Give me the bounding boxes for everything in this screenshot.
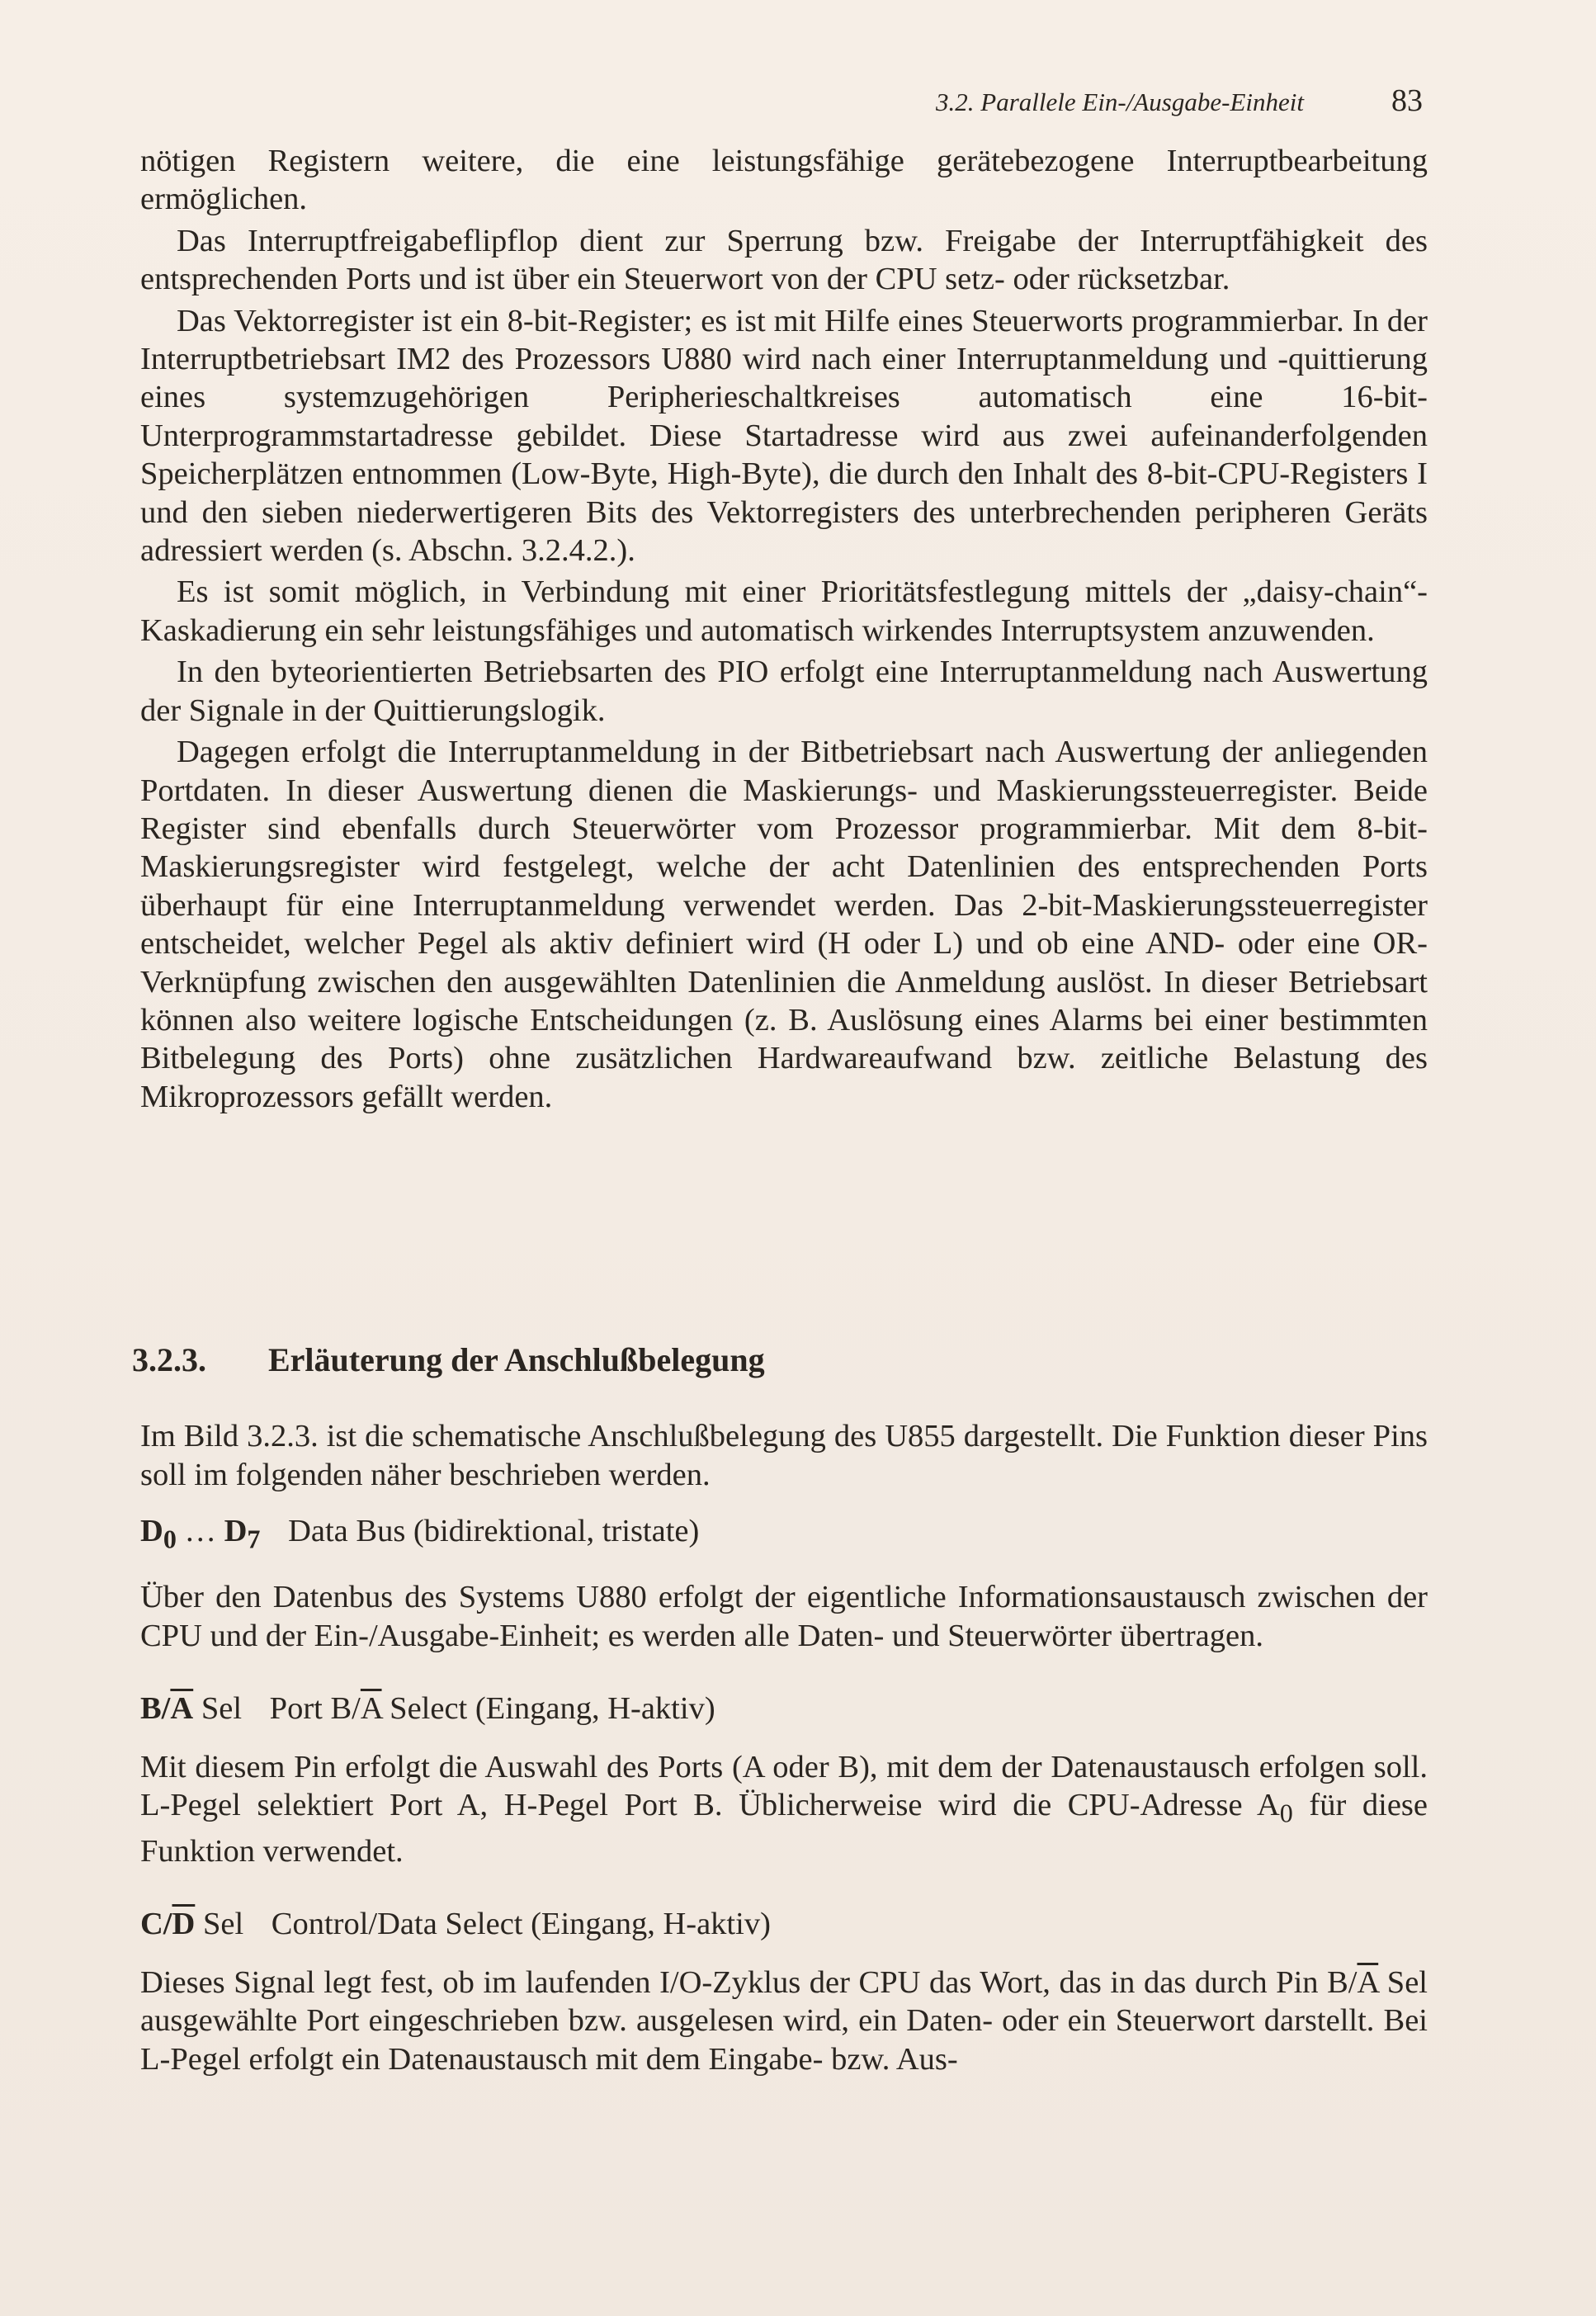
pin-d-desc: Data Bus (bidirektional, tristate)	[288, 1514, 700, 1549]
pin-ba-desc-suffix: Select (Eingang, H-aktiv)	[381, 1691, 715, 1727]
pin-d-letter-2: D	[224, 1514, 248, 1549]
section-3-2-3	[132, 1341, 1428, 2078]
section-number: 3.2.3.	[132, 1341, 206, 1378]
pin-d-letter: D	[140, 1514, 163, 1549]
pin-cd-sel: Sel	[195, 1907, 244, 1942]
pin-ba-text-sub: 0	[1279, 1798, 1293, 1828]
pin-ba-sel: Sel	[193, 1691, 243, 1727]
paragraph: Dagegen erfolgt die Interruptanmeldung in der Bitbetriebsart nach Auswertung der anliegenden Portdaten. In dieser Auswertung dienen die Maskierungs- und Maskierungssteuerregister. Beide Register sind ebenfalls durch Steuerwörter vom Prozessor programmierbar. Mit dem 8-bit-Maskierungsregister wird festgelegt, welche der acht Datenlinien des entsprechenden Ports überhaupt für eine Interruptanmeldung verwendet werden. Das 2-bit-Maskierungssteuerregister entscheidet, welcher Pegel als aktiv definiert wird (H oder L) und ob eine AND- oder eine OR-Verknüpfung zwischen den ausgewählten Datenlinien die Anmeldung auslöst. In dieser Betriebsart können also weitere logische Entscheidungen (z. B. Auslösung eines Alarms bei einer bestimmten Bitbelegung des Ports) ohne zusätzlichen Hardwareaufwand bzw. zeitliche Belastung des Mikroprozessors gefällt werden.	[140, 735, 1428, 1114]
pin-ba-text-1: Mit diesem Pin erfolgt die Auswahl des Ports (A oder B), mit dem der Datenaustausch erfolgen soll. L-Pegel selektiert Port A, H-Pegel Port B. Üblicherweise wird die CPU-Adresse A	[140, 1749, 1428, 1822]
pin-ba-desc-prefix: Port B/	[269, 1691, 361, 1727]
pin-cd-text-2: Sel ausgewählte Port eingeschrieben bzw. ausgelesen wird, ein Daten- oder ein Steuerwort darstellt. Bei L-Pegel erfolgt ein Datenaustausch mit dem Eingabe- bzw. Aus-	[140, 1964, 1428, 2077]
pin-ba-desc	[270, 1691, 715, 1726]
pin-ba-a: $\overline{A}$	[170, 1691, 194, 1727]
paragraph: nötigen Registern weitere, die eine leistungsfähige gerätebezogene Interruptbearbeitung ermöglichen.	[140, 144, 1428, 217]
pin-ba-line	[132, 1690, 1428, 1728]
page-number: 83	[1391, 83, 1423, 118]
pin-cd-text-a: $\overline{A}$	[1357, 1964, 1379, 2000]
paragraph: Das Interruptfreigabeflipflop dient zur Sperrung bzw. Freigabe der Interruptfähigkeit des entsprechenden Ports und ist über ein Steuerwort von der CPU setz- oder rücksetzbar.	[140, 223, 1428, 297]
section-heading	[132, 1341, 1428, 1379]
pin-d-line	[132, 1512, 1428, 1558]
running-title: 3.2. Parallele Ein-/Ausgabe-Einheit	[936, 87, 1304, 116]
pin-cd-line	[132, 1905, 1428, 1943]
pin-cd-c: C/	[140, 1907, 172, 1942]
pin-d-text: Über den Datenbus des Systems U880 erfolgt der eigentliche Informationsaustausch zwischen der CPU und der Ein-/Ausgabe-Einheit; es werden alle Daten- und Steuerwörter übertragen.	[140, 1580, 1428, 1653]
body-text	[140, 142, 1428, 1119]
pin-cd-desc: Control/Data Select (Eingang, H-aktiv)	[271, 1907, 771, 1942]
pin-d-sub0: 0	[163, 1524, 177, 1554]
pin-cd-text	[132, 1964, 1428, 2078]
section-title: Erläuterung der Anschlußbelegung	[268, 1341, 765, 1378]
pin-cd-d: $\overline{D}$	[172, 1907, 196, 1942]
pin-d-name	[140, 1512, 260, 1558]
section-intro: Im Bild 3.2.3. ist die schematische Anschlußbelegung des U855 dargestellt. Die Funktion dieser Pins soll im folgenden näher beschrieben werden.	[140, 1419, 1428, 1492]
pin-ba-text	[132, 1748, 1428, 1871]
paragraph: Das Vektorregister ist ein 8-bit-Register; es ist mit Hilfe eines Steuerworts programmierbar. In der Interruptbetriebsart IM2 des Prozessors U880 wird nach einer Interruptanmeldung und -quittierung eines systemzugehörigen Peripherieschaltkreises automatisch eine 16-bit-Unterprogrammstartadresse gebildet. Diese Startadresse wird aus zwei aufeinanderfolgenden Speicherplätzen entnommen (Low-Byte, High-Byte), die durch den Inhalt des 8-bit-CPU-Registers I und den sieben niederwertigeren Bits des Vektorregisters des unterbrechenden peripheren Geräts adressiert werden (s. Abschn. 3.2.4.2.).	[140, 303, 1428, 569]
pin-cd-text-1: Dieses Signal legt fest, ob im laufenden I/O-Zyklus der CPU das Wort, das in das durch Pin B/	[140, 1964, 1358, 2000]
pin-ba-text-2: für diese Funktion verwendet.	[140, 1787, 1428, 1869]
page-header	[866, 83, 1428, 124]
pin-ba-name	[140, 1690, 242, 1728]
pin-ba-b: B/	[140, 1691, 171, 1727]
pin-d-sub7: 7	[247, 1524, 261, 1554]
pin-ba-desc-a: $\overline{A}$	[360, 1691, 382, 1727]
paragraph: In den byteorientierten Betriebsarten des PIO erfolgt eine Interruptanmeldung nach Auswertung der Signale in der Quittierungslogik.	[140, 655, 1428, 728]
pin-d-dots: …	[176, 1514, 224, 1549]
pin-cd-name	[140, 1905, 243, 1943]
paragraph: Es ist somit möglich, in Verbindung mit einer Prioritätsfestlegung mittels der „daisy-chain“-Kaskadierung ein sehr leistungsfähiges und automatisch wirkendes Interruptsystem anzuwenden.	[140, 574, 1428, 648]
